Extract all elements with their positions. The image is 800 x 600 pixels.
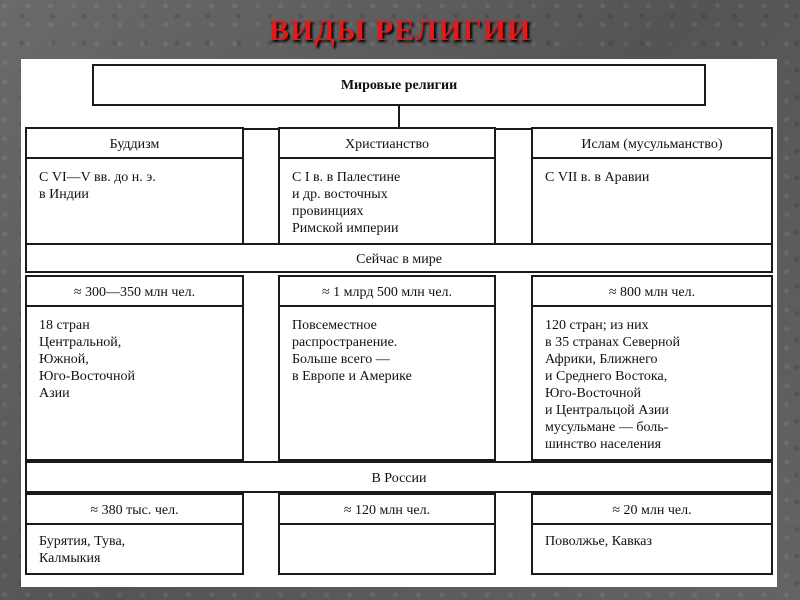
world-regions-buddhism-text: 18 стран Центральной, Южной, Юго-Восточной Азии bbox=[39, 318, 135, 401]
connector-root bbox=[398, 106, 400, 129]
section-russia bbox=[25, 461, 773, 493]
russia-count-islam-text: ≈ 20 млн чел. bbox=[612, 503, 692, 518]
header-islam bbox=[531, 127, 773, 159]
world-count-christianity-text: ≈ 1 млрд 500 млн чел. bbox=[321, 285, 453, 300]
russia-regions-buddhism-text: Бурятия, Тува, Калмыкия bbox=[39, 534, 126, 566]
origin-buddhism-text: С VI—V вв. до н. э. в Индии bbox=[39, 170, 156, 202]
root-box bbox=[92, 64, 706, 106]
world-count-buddhism-text: ≈ 300—350 млн чел. bbox=[73, 285, 196, 300]
section-world bbox=[25, 243, 773, 273]
header-buddhism-label: Буддизм bbox=[109, 137, 160, 152]
russia-count-christianity bbox=[278, 493, 496, 525]
header-buddhism bbox=[25, 127, 244, 159]
world-count-christianity bbox=[278, 275, 496, 307]
world-count-islam-text: ≈ 800 млн чел. bbox=[608, 285, 696, 300]
world-regions-islam bbox=[531, 305, 773, 461]
russia-regions-christianity bbox=[278, 523, 496, 575]
russia-regions-islam-text: Поволжье, Кавказ bbox=[545, 534, 653, 549]
world-regions-islam-text: 120 стран; из них в 35 странах Северной Африки, Ближнего и Среднего Востока, Юго-Восточной и Центральцой Азии мусульмане — боль- шинство населения bbox=[545, 318, 680, 452]
header-islam-label: Ислам (мусульманство) bbox=[581, 137, 723, 152]
section-russia-label: В России bbox=[371, 471, 427, 486]
header-christianity-label: Христианство bbox=[345, 137, 429, 152]
russia-count-christianity-text: ≈ 120 млн чел. bbox=[343, 503, 431, 518]
world-regions-christianity-text: Повсеместное распространение. Больше всего — в Европе и Америке bbox=[292, 318, 412, 384]
world-regions-christianity bbox=[278, 305, 496, 461]
russia-regions-buddhism bbox=[25, 523, 244, 575]
origin-christianity-text: С I в. в Палестине и др. восточных провинциях Римской империи bbox=[292, 170, 401, 236]
world-count-buddhism bbox=[25, 275, 244, 307]
page-title: ВИДЫ РЕЛИГИИ bbox=[268, 14, 532, 47]
russia-count-islam bbox=[531, 493, 773, 525]
origin-islam bbox=[531, 157, 773, 245]
section-world-label: Сейчас в мире bbox=[356, 252, 442, 267]
russia-count-buddhism bbox=[25, 493, 244, 525]
russia-regions-islam bbox=[531, 523, 773, 575]
russia-count-buddhism-text: ≈ 380 тыс. чел. bbox=[90, 503, 179, 518]
origin-islam-text: С VII в. в Аравии bbox=[545, 170, 650, 185]
origin-buddhism bbox=[25, 157, 244, 245]
world-regions-buddhism bbox=[25, 305, 244, 461]
origin-christianity bbox=[278, 157, 496, 245]
religion-table bbox=[21, 59, 777, 587]
root-label: Мировые религии bbox=[340, 78, 458, 93]
world-count-islam bbox=[531, 275, 773, 307]
header-christianity bbox=[278, 127, 496, 159]
